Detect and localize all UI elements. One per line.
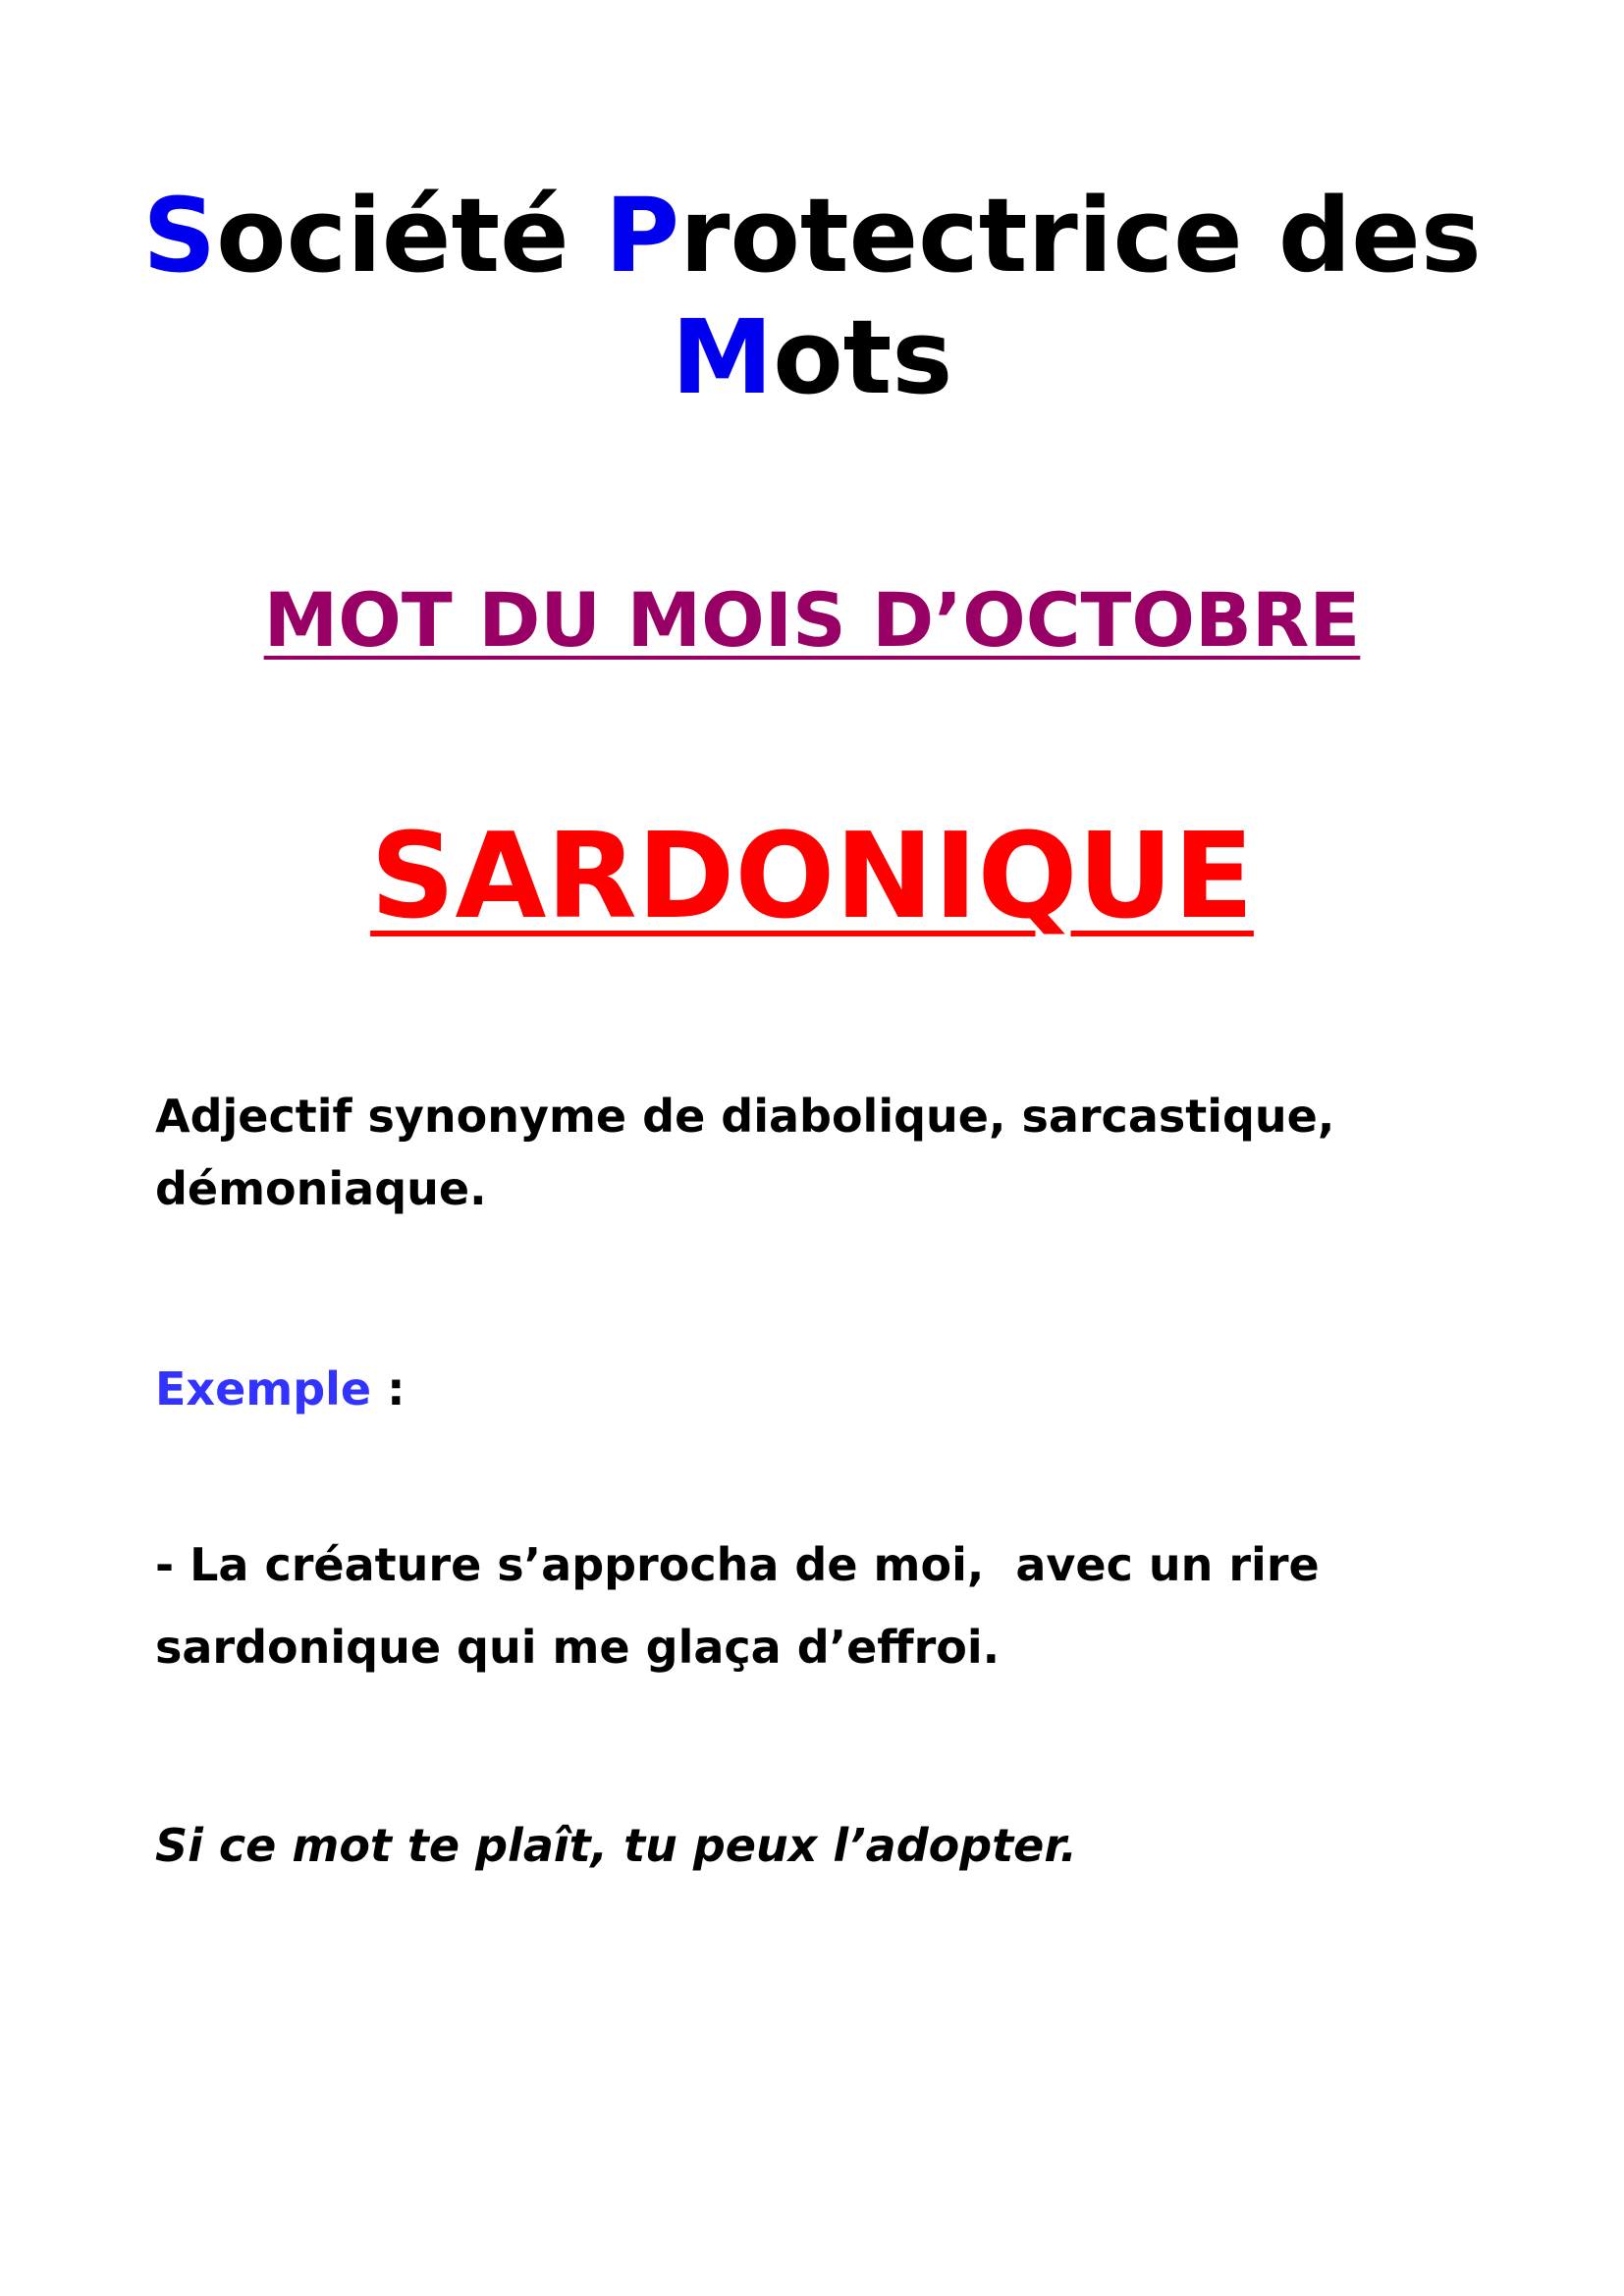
title-text: ociété: [216, 176, 569, 295]
title-line-2: [672, 297, 953, 417]
word-of-month-text: SARDONIQUE: [370, 809, 1254, 945]
example-line-2: sardonique qui me glaça d’effroi.: [155, 1621, 1001, 1674]
example-line-1: - La créature s’approcha de moi, avec un rire: [155, 1538, 1320, 1591]
example-label: Exemple: [155, 1362, 372, 1415]
definition: [155, 1080, 1510, 1225]
title-initial-s: S: [142, 176, 217, 295]
month-heading-text: MOT DU MOIS D’OCTOBRE: [263, 576, 1361, 664]
example-heading: [155, 1360, 406, 1418]
word-of-month: [0, 810, 1624, 945]
closing-sentence: Si ce mot te plaît, tu peux l’adopter.: [155, 1819, 1077, 1872]
title-initial-m: M: [671, 297, 774, 417]
example-colon: :: [371, 1362, 406, 1415]
title-text: ots: [773, 297, 953, 417]
example-sentence: [155, 1523, 1510, 1688]
title-initial-p: P: [604, 176, 680, 295]
definition-line-1: Adjectif synonyme de diabolique, sarcastique,: [155, 1090, 1335, 1143]
title-line-1: [142, 176, 1481, 295]
month-heading: [0, 577, 1624, 664]
page-title: [0, 175, 1624, 418]
title-text: rotectrice des: [679, 176, 1482, 295]
definition-line-2: démoniaque.: [155, 1162, 487, 1215]
